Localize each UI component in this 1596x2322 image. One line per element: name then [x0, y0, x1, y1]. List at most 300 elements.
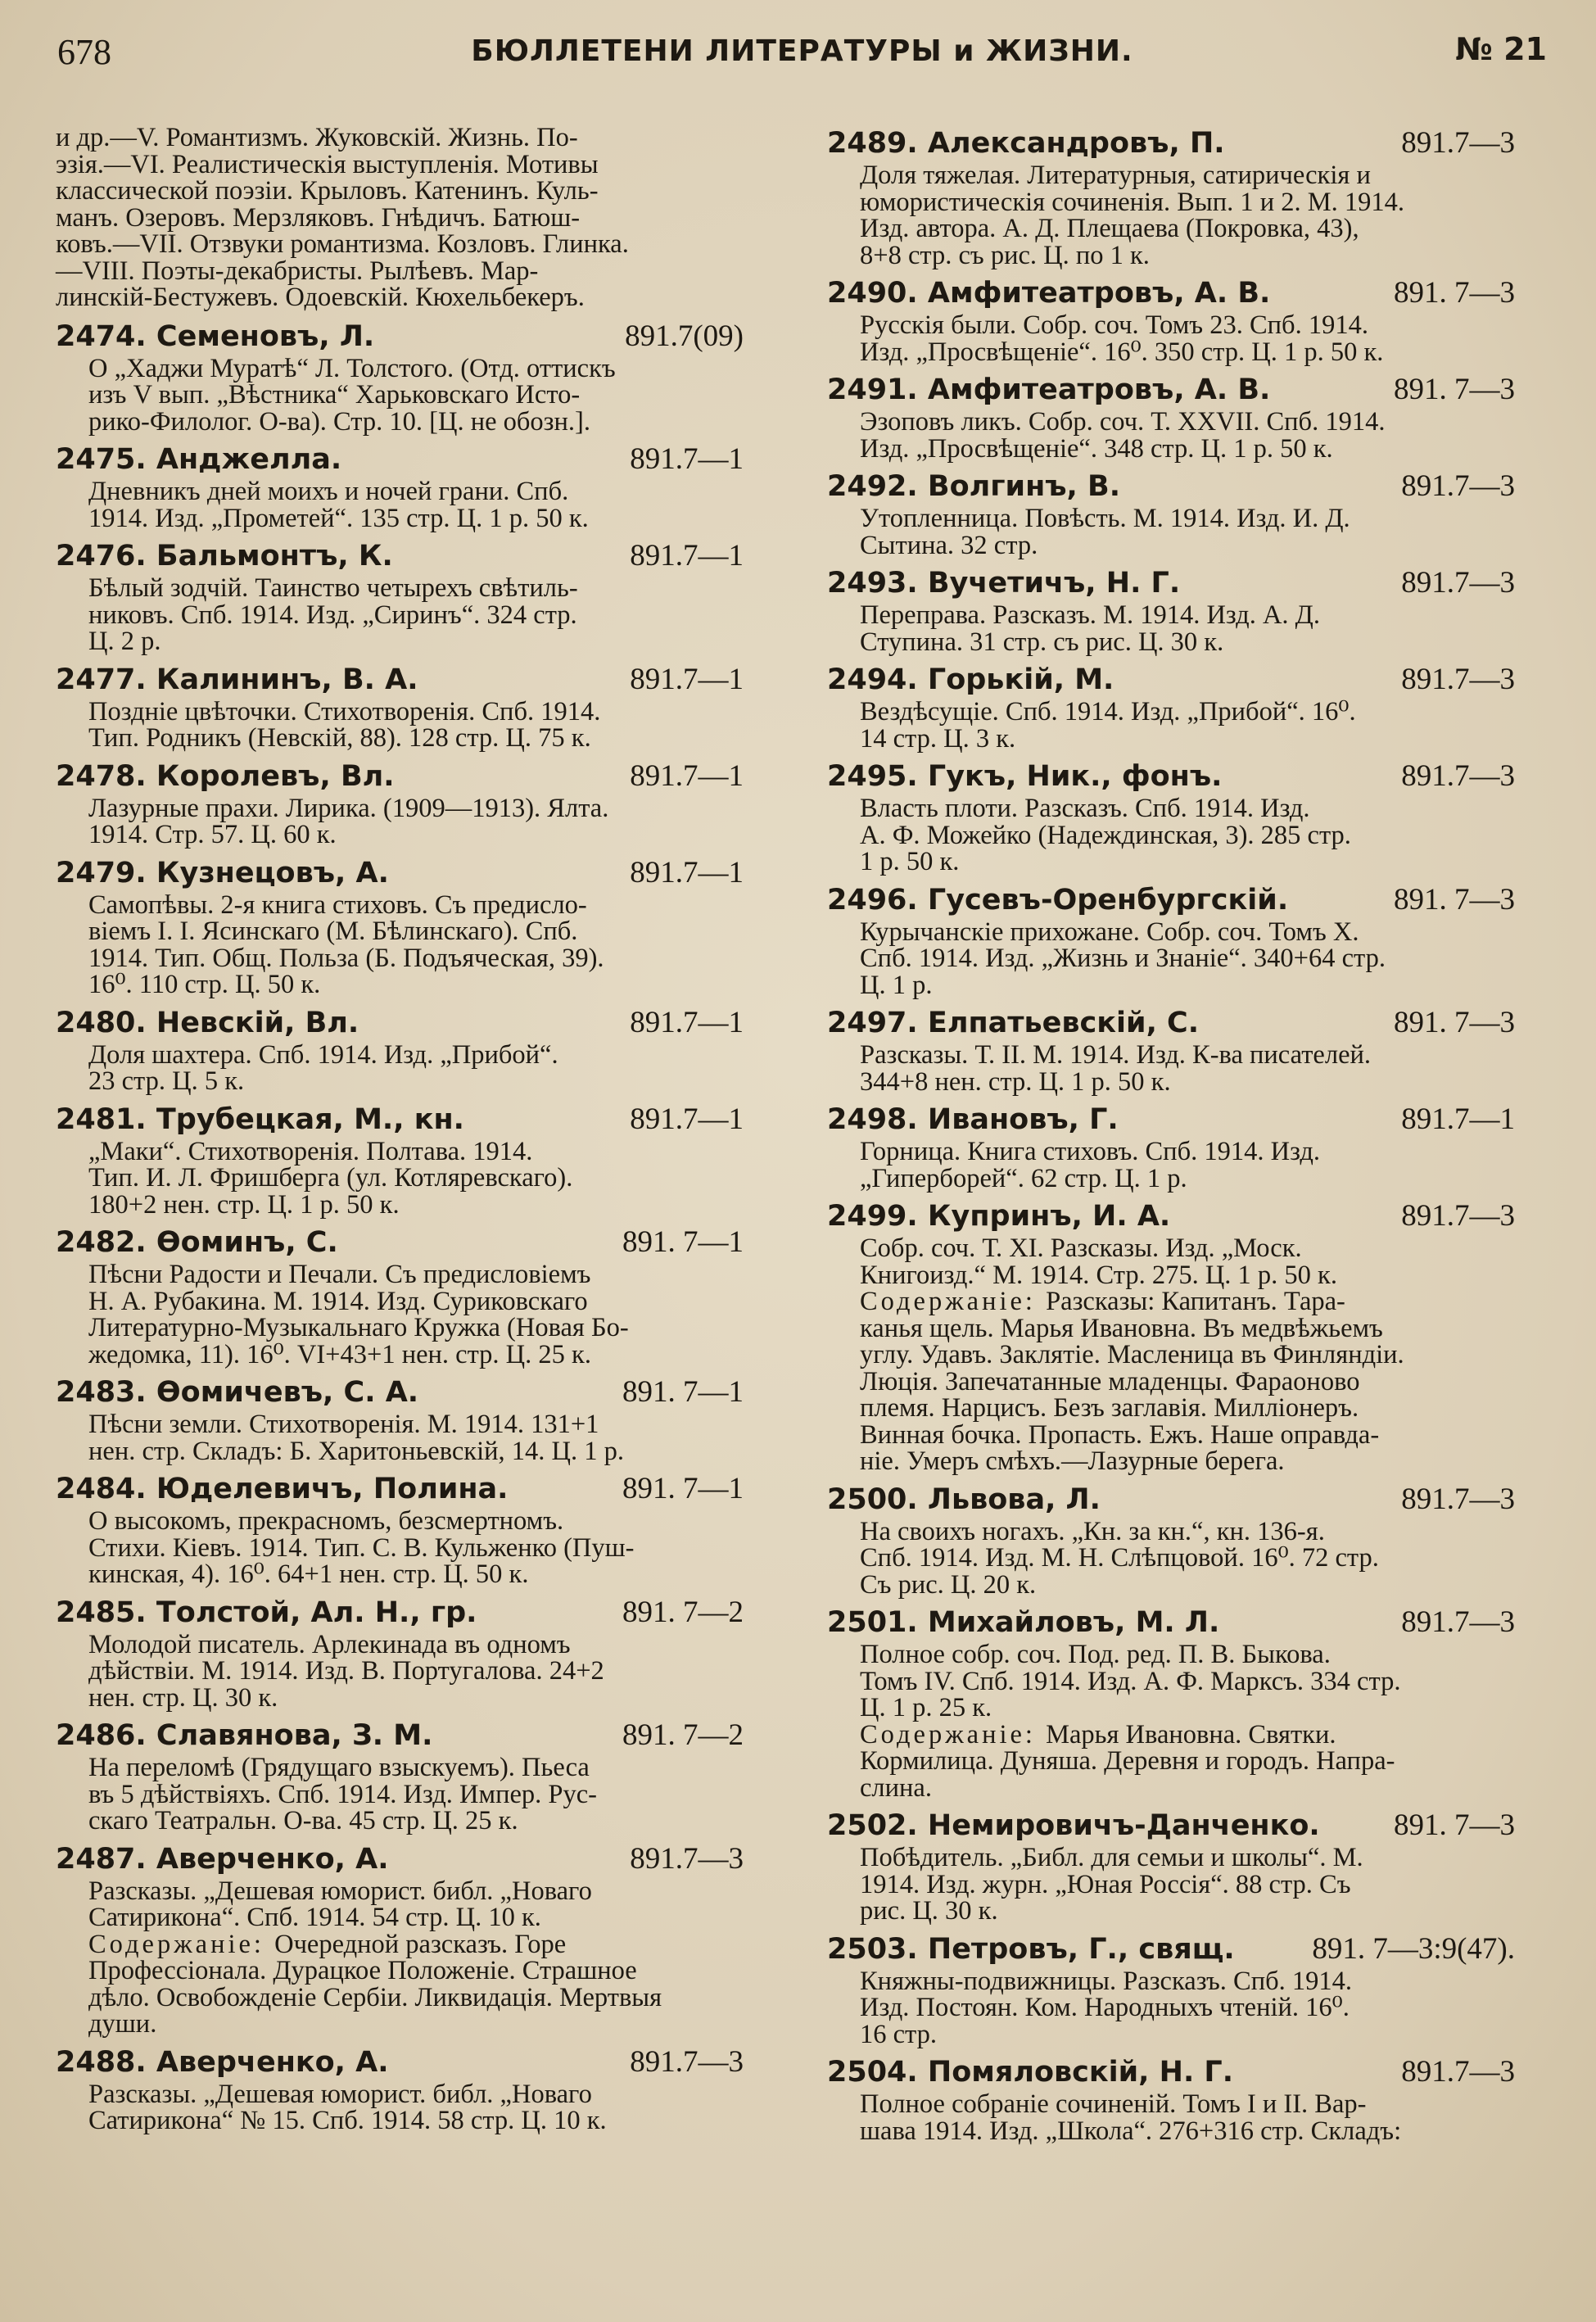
entry-heading: [827, 1807, 1515, 1844]
entry-description: [56, 889, 744, 999]
description-line: скаго Театральн. О-ва. 45 стр. Ц. 25 к.: [88, 1806, 518, 1835]
classification-code: 891.7—1: [630, 442, 744, 476]
classification-code: 891.7—1: [630, 539, 744, 573]
classification-code: 891.7—1: [630, 758, 744, 793]
entry-number-author: [827, 2054, 1233, 2091]
entry-description: [56, 696, 744, 753]
entry-heading: [56, 318, 744, 355]
entry-number-author: [56, 319, 374, 355]
classification-code: 891.7—3: [630, 2044, 744, 2079]
entry-author: Семеновъ, Л.: [156, 319, 375, 353]
entry-description: [827, 1235, 1515, 1288]
description-line: Горница. Книга стиховъ. Спб. 1914. Изд.: [860, 1137, 1320, 1166]
bibliography-entry: [827, 564, 1515, 655]
contents-line: Профессіонала. Дурацкое Положеніе. Страшное: [88, 1956, 637, 1985]
entry-author: Купринъ, И. А.: [927, 1200, 1171, 1233]
entry-description: [827, 919, 1515, 999]
contents-line: [88, 1931, 744, 1958]
classification-code: 891.7—3: [1401, 126, 1515, 160]
classification-code: 891. 7—2: [622, 1718, 744, 1752]
page-number: 678: [57, 32, 111, 72]
classification-code: 891. 7—3: [1394, 276, 1515, 310]
bibliography-entry: [827, 274, 1515, 365]
bibliography-entry: [827, 1101, 1515, 1192]
entry-description: [56, 1411, 744, 1464]
entry-number-author: [56, 1718, 432, 1754]
entry-description: [56, 1629, 744, 1713]
entry-author: Юделевичъ, Полина.: [156, 1473, 509, 1505]
entry-number: 2485.: [56, 1596, 147, 1629]
entry-number: 2484.: [56, 1473, 147, 1505]
entry-number: 2504.: [827, 2056, 918, 2089]
description-line: Съ рис. Ц. 20 к.: [860, 1569, 1037, 1600]
entry-number: 2481.: [56, 1102, 147, 1136]
intro-line: классической поэзіи. Крыловъ. Катенинъ. Куль-: [56, 176, 599, 206]
entry-number: 2489.: [827, 127, 918, 160]
entry-number-author: [56, 855, 389, 892]
entry-description: [56, 1039, 744, 1096]
description-line: Княжны-подвижницы. Разсказъ. Спб. 1914.: [860, 1966, 1353, 1996]
bibliography-entry: [56, 1101, 744, 1219]
description-line: Сытина. 32 стр.: [860, 530, 1038, 560]
contents-line: [860, 1719, 1515, 1749]
bibliography-entry: [56, 1840, 744, 2038]
intro-line: и др.—V. Романтизмъ. Жуковскій. Жизнь. По-: [56, 123, 578, 152]
description-line: Переправа. Разсказъ. М. 1914. Изд. А. Д.: [860, 600, 1320, 630]
contents-text: Разсказы: Капитанъ. Тара-: [1046, 1287, 1345, 1316]
entry-author: Анджелла.: [156, 443, 342, 476]
description-line: 1914. Изд. журн. „Юная Россія“. 88 стр. Съ: [860, 1869, 1351, 1899]
entry-description: [827, 795, 1515, 876]
bibliography-entry: [827, 1604, 1515, 1801]
classification-code: 891. 7—1: [622, 1225, 744, 1259]
entry-number-author: [827, 275, 1270, 312]
description-line: Тип. Родникъ (Невскій, 88). 128 стр. Ц. 75 к.: [88, 723, 591, 753]
description-line: віемъ I. I. Ясинскаго (М. Бѣлинскаго). Спб.: [88, 917, 578, 946]
contents-label: Содержаніе:: [88, 1929, 264, 1959]
description-line: А. Ф. Можейко (Надеждинская, 3). 285 стр.: [860, 820, 1351, 850]
entry-heading: [827, 274, 1515, 312]
entry-number: 2491.: [827, 373, 918, 406]
contents-line: Люція. Запечатанные младенцы. Фараоново: [860, 1366, 1360, 1396]
description-line: 8+8 стр. съ рис. Ц. по 1 к.: [860, 240, 1150, 270]
description-line: Ц. 2 р.: [88, 627, 161, 656]
entry-number: 2502.: [827, 1809, 918, 1842]
description-line: Томъ IV. Спб. 1914. Изд. А. Ф. Марксъ. 334 стр.: [860, 1666, 1401, 1696]
bibliography-entry: [56, 1470, 744, 1588]
entry-number-author: [56, 1841, 389, 1878]
entry-number-author: [827, 1605, 1219, 1641]
entry-number: 2497.: [827, 1007, 918, 1039]
classification-code: 891. 7—1: [622, 1472, 744, 1505]
entry-number: 2495.: [827, 760, 918, 793]
description-line: Стихи. Кіевъ. 1914. Тип. С. В. Кульженко (Пуш-: [88, 1532, 635, 1563]
description-line: Ц. 1 р.: [860, 970, 933, 1000]
entry-number-author: [827, 1005, 1199, 1042]
description-line: Полное собр. соч. Под. ред. П. В. Быкова.: [860, 1640, 1331, 1669]
entry-number: 2479.: [56, 856, 147, 889]
entry-number-author: [827, 662, 1114, 699]
entry-heading: [56, 1717, 744, 1754]
contents-label: Содержаніе:: [860, 1719, 1036, 1749]
entry-heading: [827, 468, 1515, 505]
entry-number-author: [827, 758, 1222, 795]
classification-code: 891. 7—3: [1394, 1006, 1515, 1039]
entry-number: 2499.: [827, 1200, 918, 1233]
contents-text: Марья Ивановна. Святки.: [1046, 1719, 1336, 1749]
description-line: Пѣсни земли. Стихотворенія. М. 1914. 131+1: [88, 1410, 599, 1439]
entry-description: [56, 1261, 744, 1368]
entry-number: 2503.: [827, 1932, 918, 1966]
bibliography-entry: [56, 1374, 744, 1464]
entry-number-author: [827, 1808, 1320, 1844]
entry-number: 2500.: [827, 1482, 918, 1516]
description-line: О высокомъ, прекрасномъ, безсмертномъ.: [88, 1506, 564, 1536]
entry-number: 2474.: [56, 319, 147, 353]
description-line: 23 стр. Ц. 5 к.: [88, 1066, 245, 1096]
classification-code: 891.7—1: [1401, 1102, 1515, 1136]
contents-line: углу. Удавъ. Заклятіе. Масленица въ Финляндіи.: [860, 1340, 1404, 1369]
entry-heading: [827, 1604, 1515, 1641]
description-line: Вездѣсущіе. Спб. 1914. Изд. „Прибой“. 16⁰.: [860, 697, 1356, 726]
classification-code: 891.7—1: [630, 1102, 744, 1136]
classification-code: 891. 7—1: [622, 1375, 744, 1409]
entry-description: [827, 1138, 1515, 1192]
contents-line: души.: [88, 2009, 157, 2039]
bibliography-entry: [827, 2053, 1515, 2144]
description-line: рис. Ц. 30 к.: [860, 1896, 998, 1926]
classification-code: 891.7—1: [630, 855, 744, 889]
description-line: Литературно-Музыкальнаго Кружка (Новая Бо-: [88, 1313, 629, 1342]
description-line: Сатирикона“ № 15. Спб. 1914. 58 стр. Ц. 10 к.: [88, 2106, 607, 2135]
description-line: Разсказы. „Дешевая юморист. библ. „Новаго: [88, 2079, 592, 2109]
entry-heading: [56, 1594, 744, 1632]
entry-author: Амфитеатровъ, А. В.: [927, 277, 1271, 310]
description-line: въ 5 дѣйствіяхъ. Спб. 1914. Изд. Импер. Рус-: [88, 1779, 597, 1809]
bibliography-entry: [827, 371, 1515, 462]
classification-code: 891.7—3: [1401, 759, 1515, 793]
bibliography-entry: [827, 468, 1515, 559]
bibliography-entry: [56, 1004, 744, 1095]
bibliography-entry: [56, 1224, 744, 1368]
entry-number-author: [827, 1102, 1119, 1138]
classification-code: 891. 7—3: [1394, 1808, 1515, 1842]
intro-line: ковъ.—VII. Отзвуки романтизма. Козловъ. Глинка.: [56, 229, 629, 259]
bibliography-entry: [56, 318, 744, 436]
intro-line: линскій-Бестужевъ. Одоевскій. Кюхельбекеръ.: [56, 283, 585, 312]
entry-number: 2490.: [827, 277, 918, 310]
entry-description: [827, 162, 1515, 269]
contents-line: канья щель. Марья Ивановна. Въ медвѣжьемъ: [860, 1313, 1383, 1343]
entry-author: Бальмонтъ, К.: [156, 540, 393, 573]
entry-description: [827, 2091, 1515, 2144]
entry-description: [56, 355, 744, 436]
bibliography-entry: [56, 441, 744, 532]
bibliography-entry: [827, 1807, 1515, 1925]
description-line: Доля тяжелая. Литературныя, сатирическія и: [860, 161, 1371, 190]
description-line: Сатирикона“. Спб. 1914. 54 стр. Ц. 10 к.: [88, 1903, 541, 1932]
intro-line: эзія.—VI. Реалистическія выступленія. Мотивы: [56, 149, 599, 179]
description-line: Собр. соч. Т. XI. Разсказы. Изд. „Моск.: [860, 1233, 1302, 1263]
entry-number: 2480.: [56, 1006, 147, 1039]
description-line: Полное собраніе сочиненій. Томъ I и II. Вар-: [860, 2089, 1367, 2119]
description-line: 14 стр. Ц. 3 к.: [860, 723, 1016, 754]
entry-number: 2486.: [56, 1719, 147, 1752]
entry-heading: [56, 1470, 744, 1508]
bibliography-entry: [827, 1930, 1515, 2048]
entry-author: Толстой, Ал. Н., гр.: [156, 1596, 477, 1629]
entry-heading: [827, 1197, 1515, 1235]
entry-author: Вучетичъ, Н. Г.: [927, 567, 1181, 600]
entry-heading: [827, 371, 1515, 409]
entry-heading: [56, 2044, 744, 2081]
entry-number: 2477.: [56, 663, 147, 696]
bibliography-entry: [827, 661, 1515, 752]
intro-text: [56, 124, 744, 311]
entry-description: [827, 699, 1515, 752]
entry-description: [827, 1516, 1515, 1600]
description-line: На переломѣ (Грядущаго взыскуемъ). Пьеса: [88, 1753, 590, 1782]
entry-author: Немировичъ-Данченко.: [927, 1809, 1320, 1842]
entry-author: Королевъ, Вл.: [156, 759, 395, 793]
description-line: Изд. автора. А. Д. Плещаева (Покровка, 43),: [860, 214, 1359, 243]
description-line: 1914. Тип. Общ. Польза (Б. Подъяческая, 39).: [88, 943, 604, 973]
entry-heading: [56, 1004, 744, 1042]
entry-number-author: [56, 538, 393, 575]
contents-line: Винная бочка. Пропасть. Ежъ. Наше оправда-: [860, 1419, 1380, 1450]
entry-number-author: [827, 1198, 1170, 1235]
entry-number: 2476.: [56, 540, 147, 573]
entry-description: [56, 2081, 744, 2134]
description-line: 180+2 нен. стр. Ц. 1 р. 50 к.: [88, 1189, 400, 1220]
description-line: 16⁰. 110 стр. Ц. 50 к.: [88, 970, 321, 999]
contents-line: ніе. Умеръ смѣхъ.—Лазурные берега.: [860, 1446, 1285, 1476]
description-line: Н. А. Рубакина. М. 1914. Изд. Суриковскаго: [88, 1286, 588, 1316]
bibliography-entry: [56, 2044, 744, 2134]
description-line: На своихъ ногахъ. „Кн. за кн.“, кн. 136-я.: [860, 1516, 1325, 1546]
entry-description: [56, 575, 744, 655]
entry-description: [56, 478, 744, 532]
description-line: Разсказы. Т. II. М. 1914. Изд. К-ва писателей.: [860, 1040, 1372, 1070]
entry-number-author: [56, 2044, 389, 2081]
entry-heading: [56, 1224, 744, 1261]
entry-number-author: [827, 125, 1225, 162]
entry-number-author: [827, 565, 1180, 602]
description-line: Молодой писатель. Арлекинада въ одномъ: [88, 1629, 571, 1659]
right-column: [827, 124, 1515, 2150]
entry-author: Аверченко, А.: [156, 1842, 389, 1876]
entry-description: [827, 1042, 1515, 1095]
description-line: 1 р. 50 к.: [860, 847, 960, 876]
entry-author: Помяловскій, Н. Г.: [927, 2056, 1234, 2089]
entry-author: Петровъ, Г., свящ.: [927, 1932, 1235, 1966]
entry-description: [827, 505, 1515, 559]
description-line: „Гиперборей“. 62 стр. Ц. 1 р.: [860, 1163, 1187, 1193]
classification-code: 891. 7—3: [1394, 373, 1515, 406]
entry-contents: [827, 1719, 1515, 1803]
description-line: 1914. Изд. „Прометей“. 135 стр. Ц. 1 р. 50 к.: [88, 503, 589, 533]
description-line: Доля шахтера. Спб. 1914. Изд. „Прибой“.: [88, 1039, 558, 1070]
description-line: Разсказы. „Дешевая юморист. библ. „Новаго: [88, 1876, 592, 1906]
entry-author: Ивановъ, Г.: [927, 1103, 1119, 1136]
description-line: Спб. 1914. Изд. „Жизнь и Знаніе“. 340+64 стр.: [860, 944, 1386, 973]
entry-author: Волгинъ, В.: [927, 470, 1121, 503]
entry-heading: [827, 564, 1515, 602]
contents-line: слина.: [860, 1772, 932, 1803]
entry-heading: [827, 1481, 1515, 1519]
description-line: Эзоповъ ликъ. Собр. соч. Т. XXVII. Спб. 1914.: [860, 407, 1386, 437]
entry-number-author: [56, 758, 395, 795]
entry-number: 2478.: [56, 759, 147, 793]
entry-number-author: [56, 1102, 464, 1138]
description-line: Книгоизд.“ М. 1914. Стр. 275. Ц. 1 р. 50 к.: [860, 1260, 1337, 1290]
entry-heading: [56, 1101, 744, 1138]
description-line: нен. стр. Ц. 30 к.: [88, 1682, 278, 1713]
description-line: Поздніе цвѣточки. Стихотворенія. Спб. 1914.: [88, 696, 601, 726]
left-column: [56, 124, 744, 2140]
bibliography-entry: [827, 124, 1515, 269]
entry-author: Михайловъ, М. Л.: [927, 1606, 1220, 1639]
description-line: Ц. 1 р. 25 к.: [860, 1693, 992, 1722]
bibliography-entry: [827, 1481, 1515, 1599]
bibliography-entry: [56, 854, 744, 998]
entry-heading: [827, 1101, 1515, 1138]
entry-author: Горькій, М.: [927, 663, 1114, 696]
description-line: 16 стр.: [860, 2019, 938, 2049]
description-line: Ступина. 31 стр. съ рис. Ц. 30 к.: [860, 627, 1224, 657]
intro-line: манъ. Озеровъ. Мерзляковъ. Гнѣдичъ. Батюш-: [56, 202, 581, 233]
entry-heading: [56, 758, 744, 795]
entry-number-author: [56, 441, 341, 478]
entry-number: 2483.: [56, 1376, 147, 1409]
classification-code: 891.7—3: [1401, 2055, 1515, 2089]
bibliography-entry: [56, 1717, 744, 1835]
entry-number-author: [56, 1005, 359, 1042]
description-line: О „Хаджи Муратѣ“ Л. Толстого. (Отд. оттискъ: [88, 353, 616, 383]
entry-author: Ѳомичевъ, С. А.: [156, 1376, 419, 1409]
entry-number: 2482.: [56, 1226, 147, 1259]
issue-number: № 21: [1455, 31, 1547, 67]
entry-author: Трубецкая, М., кн.: [156, 1102, 464, 1136]
description-line: Тип. И. Л. Фришберга (ул. Котляревскаго).: [88, 1163, 573, 1193]
entry-description: [827, 1641, 1515, 1722]
entry-description: [827, 1968, 1515, 2048]
entry-number-author: [827, 372, 1270, 409]
classification-code: 891. 7—3:9(47).: [1312, 1931, 1515, 1966]
entry-description: [56, 1754, 744, 1835]
entry-author: Невскій, Вл.: [156, 1006, 359, 1039]
entry-heading: [827, 2053, 1515, 2091]
entry-number-author: [56, 662, 418, 699]
classification-code: 891.7—1: [630, 662, 744, 696]
description-line: изъ V вып. „Вѣстника“ Харьковскаго Исто-: [88, 380, 581, 410]
entry-description: [56, 1508, 744, 1588]
entry-author: Кузнецовъ, А.: [156, 856, 389, 889]
entry-author: Амфитеатровъ, А. В.: [927, 373, 1271, 406]
description-line: Самопѣвы. 2-я книга стиховъ. Съ предисло-: [88, 889, 587, 920]
description-line: рико-Филолог. О-ва). Стр. 10. [Ц. не обозн.].: [88, 406, 590, 437]
entry-description: [56, 1878, 744, 1931]
entry-author: Гукъ, Ник., фонъ.: [927, 760, 1223, 793]
entry-heading: [56, 661, 744, 699]
classification-code: 891.7—3: [1401, 1482, 1515, 1516]
description-line: Изд. „Просвѣщеніе“. 348 стр. Ц. 1 р. 50 к.: [860, 433, 1333, 464]
description-line: 1914. Стр. 57. Ц. 60 к.: [88, 820, 337, 849]
classification-code: 891.7(09): [625, 319, 744, 353]
contents-line: племя. Нарцисъ. Безъ заглавія. Милліонеръ.: [860, 1393, 1359, 1423]
contents-text: Очередной разсказъ. Горе: [274, 1929, 567, 1959]
entry-heading: [827, 661, 1515, 699]
entry-author: Александровъ, П.: [927, 127, 1225, 160]
description-line: Изд. „Просвѣщеніе“. 16⁰. 350 стр. Ц. 1 р. 50 к.: [860, 337, 1384, 367]
entry-heading: [827, 1930, 1515, 1968]
description-line: Пѣсни Радости и Печали. Съ предисловіемъ: [88, 1260, 591, 1289]
description-line: Утопленница. Повѣсть. М. 1914. Изд. И. Д.: [860, 504, 1350, 533]
entry-contents: [56, 1931, 744, 2038]
entry-description: [827, 1844, 1515, 1925]
intro-line: —VIII. Поэты-декабристы. Рылѣевъ. Мар-: [56, 256, 539, 286]
contents-line: дѣло. Освобожденіе Сербіи. Ликвидація. Мертвыя: [88, 1982, 662, 2012]
description-line: Русскія были. Собр. соч. Томъ 23. Спб. 1914.: [860, 310, 1368, 340]
entry-author: Славянова, З. М.: [156, 1719, 433, 1752]
bibliography-entry: [56, 758, 744, 849]
running-title: БЮЛЛЕТЕНИ ЛИТЕРАТУРЫ и ЖИЗНИ.: [471, 34, 1133, 68]
entry-contents: [827, 1288, 1515, 1475]
page-header: [57, 31, 1547, 80]
classification-code: 891. 7—2: [622, 1595, 744, 1629]
entry-number: 2496.: [827, 883, 918, 917]
entry-author: Ѳоминъ, С.: [156, 1226, 338, 1259]
description-line: жедомка, 11). 16⁰. VI+43+1 нен. стр. Ц. 25 к.: [88, 1339, 591, 1369]
classification-code: 891.7—3: [1401, 663, 1515, 696]
entry-author: Львова, Л.: [927, 1482, 1101, 1516]
entry-heading: [56, 1374, 744, 1411]
entry-number: 2487.: [56, 1842, 147, 1876]
bibliography-entry: [827, 881, 1515, 999]
entry-number-author: [827, 468, 1120, 505]
entry-heading: [827, 758, 1515, 795]
description-line: „Маки“. Стихотворенія. Полтава. 1914.: [88, 1136, 533, 1166]
entry-author: Аверченко, А.: [156, 2045, 389, 2079]
entry-number-author: [827, 882, 1288, 919]
entry-number-author: [827, 1482, 1101, 1519]
entry-number: 2488.: [56, 2045, 147, 2079]
entry-description: [56, 1138, 744, 1219]
bibliography-entry: [56, 537, 744, 655]
description-line: 344+8 нен. стр. Ц. 1 р. 50 к.: [860, 1066, 1171, 1097]
description-line: Изд. Постоян. Ком. Народныхъ чтеній. 16⁰.: [860, 1993, 1350, 2022]
entry-number: 2493.: [827, 567, 918, 600]
description-line: Лазурные прахи. Лирика. (1909—1913). Ялта.: [88, 793, 609, 823]
entry-heading: [827, 124, 1515, 162]
description-line: дѣйствіи. М. 1914. Изд. В. Португалова. 24+2: [88, 1656, 604, 1686]
classification-code: 891. 7—3: [1394, 882, 1515, 917]
entry-number-author: [56, 1374, 418, 1411]
entry-heading: [56, 854, 744, 892]
classification-code: 891.7—1: [630, 1005, 744, 1039]
description-line: Побѣдитель. „Библ. для семьи и школы“. М.: [860, 1843, 1363, 1872]
contents-line: Кормилица. Дуняша. Деревня и городъ. Напра-: [860, 1746, 1395, 1776]
classification-code: 891.7—3: [1401, 1199, 1515, 1233]
description-line: Власть плоти. Разсказъ. Спб. 1914. Изд.: [860, 794, 1310, 823]
entry-heading: [827, 881, 1515, 919]
description-line: Бѣлый зодчій. Таинство четырехъ свѣтиль-: [88, 573, 578, 603]
entry-number: 2494.: [827, 663, 918, 696]
classification-code: 891.7—3: [1401, 469, 1515, 503]
bibliography-entry: [827, 1197, 1515, 1475]
entry-number-author: [56, 1595, 477, 1632]
bibliography-entry: [56, 661, 744, 752]
